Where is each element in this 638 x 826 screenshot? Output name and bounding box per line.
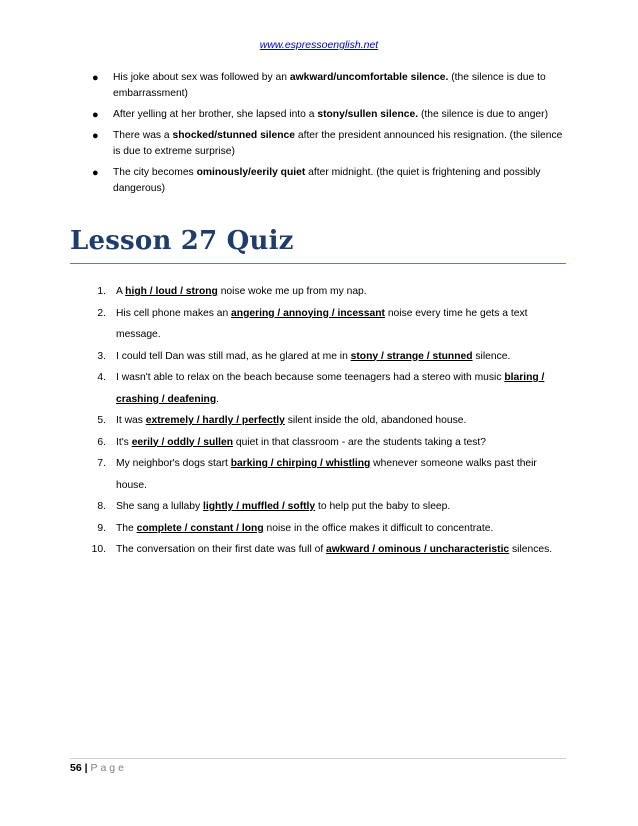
title-divider — [70, 263, 566, 264]
bullet-bold-phrase: stony/sullen silence. — [317, 109, 419, 120]
answer-options: angering / annoying / incessant — [231, 307, 385, 319]
quiz-question: 7. My neighbor's dogs start barking / chirping / whistling whenever someone walks past their house. — [78, 453, 568, 496]
bullet-item — [92, 165, 572, 197]
bullet-item — [92, 128, 572, 160]
bullet-icon: ● — [92, 72, 99, 84]
bullet-text: His joke about sex was followed by an awkward/uncomfortable silence. (the silence is due to embarrassment) — [113, 72, 546, 99]
question-number: 2. — [97, 307, 106, 319]
bullet-list — [92, 70, 572, 202]
answer-options: awkward / ominous / uncharacteristic — [326, 544, 510, 555]
question-number: 10. — [91, 544, 106, 555]
bullet-bold-phrase: awkward/uncomfortable silence. — [289, 72, 449, 83]
question-number: 7. — [97, 458, 106, 469]
question-number: 4. — [97, 372, 106, 383]
quiz-question: 10. The conversation on their first date was full of awkward / ominous / uncharacteristic silences. — [78, 539, 568, 561]
bullet-bold-phrase: shocked/stunned silence — [172, 130, 295, 141]
bullet-icon: ● — [92, 130, 99, 142]
page-number: 56 — [70, 762, 82, 774]
bullet-icon: ● — [92, 167, 99, 179]
bullet-text: The city becomes ominously/eerily quiet after midnight. (the quiet is frightening and possibly dangerous) — [113, 167, 541, 194]
answer-options: lightly / muffled / softly — [203, 501, 316, 512]
quiz-question: 9. The complete / constant / long noise in the office makes it difficult to concentrate. — [78, 518, 568, 540]
quiz-question: 5. It was extremely / hardly / perfectly silent inside the old, abandoned house. — [78, 410, 568, 432]
quiz-question: 2. His cell phone makes an angering / annoying / incessant noise every time he gets a text message. — [78, 303, 568, 346]
quiz-title: Lesson 27 Quiz — [70, 226, 294, 256]
footer-separator: | — [81, 762, 91, 774]
question-number: 1. — [97, 286, 106, 297]
answer-options: blaring / crashing / deafening — [116, 372, 545, 405]
answer-options: extremely / hardly / perfectly — [145, 415, 285, 426]
quiz-question: 3. I could tell Dan was still mad, as he glared at me in stony / strange / stunned silence. — [78, 346, 568, 368]
quiz-question: 8. She sang a lullaby lightly / muffled / softly to help put the baby to sleep. — [78, 496, 568, 518]
page-label: Page — [90, 762, 127, 774]
quiz-question: 4. I wasn't able to relax on the beach because some teenagers had a stereo with music blaring / crashing / deafening. — [78, 367, 568, 410]
question-number: 6. — [97, 436, 106, 448]
website-link[interactable]: www.espressoenglish.net — [259, 39, 379, 51]
question-number: 9. — [97, 522, 106, 534]
bullet-item — [92, 107, 572, 123]
bullet-item — [92, 70, 572, 102]
quiz-question: 6. It's eerily / oddly / sullen quiet in that classroom - are the students taking a test? — [78, 432, 568, 454]
question-number: 3. — [97, 350, 106, 362]
quiz-question: 1. A high / loud / strong noise woke me up from my nap. — [78, 281, 568, 303]
footer-divider — [70, 758, 566, 759]
bullet-text: There was a shocked/stunned silence after the president announced his resignation. (the silence is due to extreme surprise) — [113, 130, 563, 157]
question-number: 5. — [97, 415, 106, 426]
answer-options: eerily / oddly / sullen — [131, 436, 233, 448]
answer-options: high / loud / strong — [125, 286, 218, 297]
question-number: 8. — [97, 501, 106, 512]
quiz-question-list — [78, 281, 568, 561]
bullet-icon: ● — [92, 109, 99, 121]
bullet-bold-phrase: ominously/eerily quiet — [196, 167, 306, 178]
page-footer — [70, 762, 127, 774]
answer-options: barking / chirping / whistling — [230, 458, 371, 469]
bullet-text: After yelling at her brother, she lapsed into a stony/sullen silence. (the silence is due to anger) — [113, 109, 549, 120]
answer-options: stony / strange / stunned — [350, 350, 473, 362]
answer-options: complete / constant / long — [136, 522, 264, 534]
